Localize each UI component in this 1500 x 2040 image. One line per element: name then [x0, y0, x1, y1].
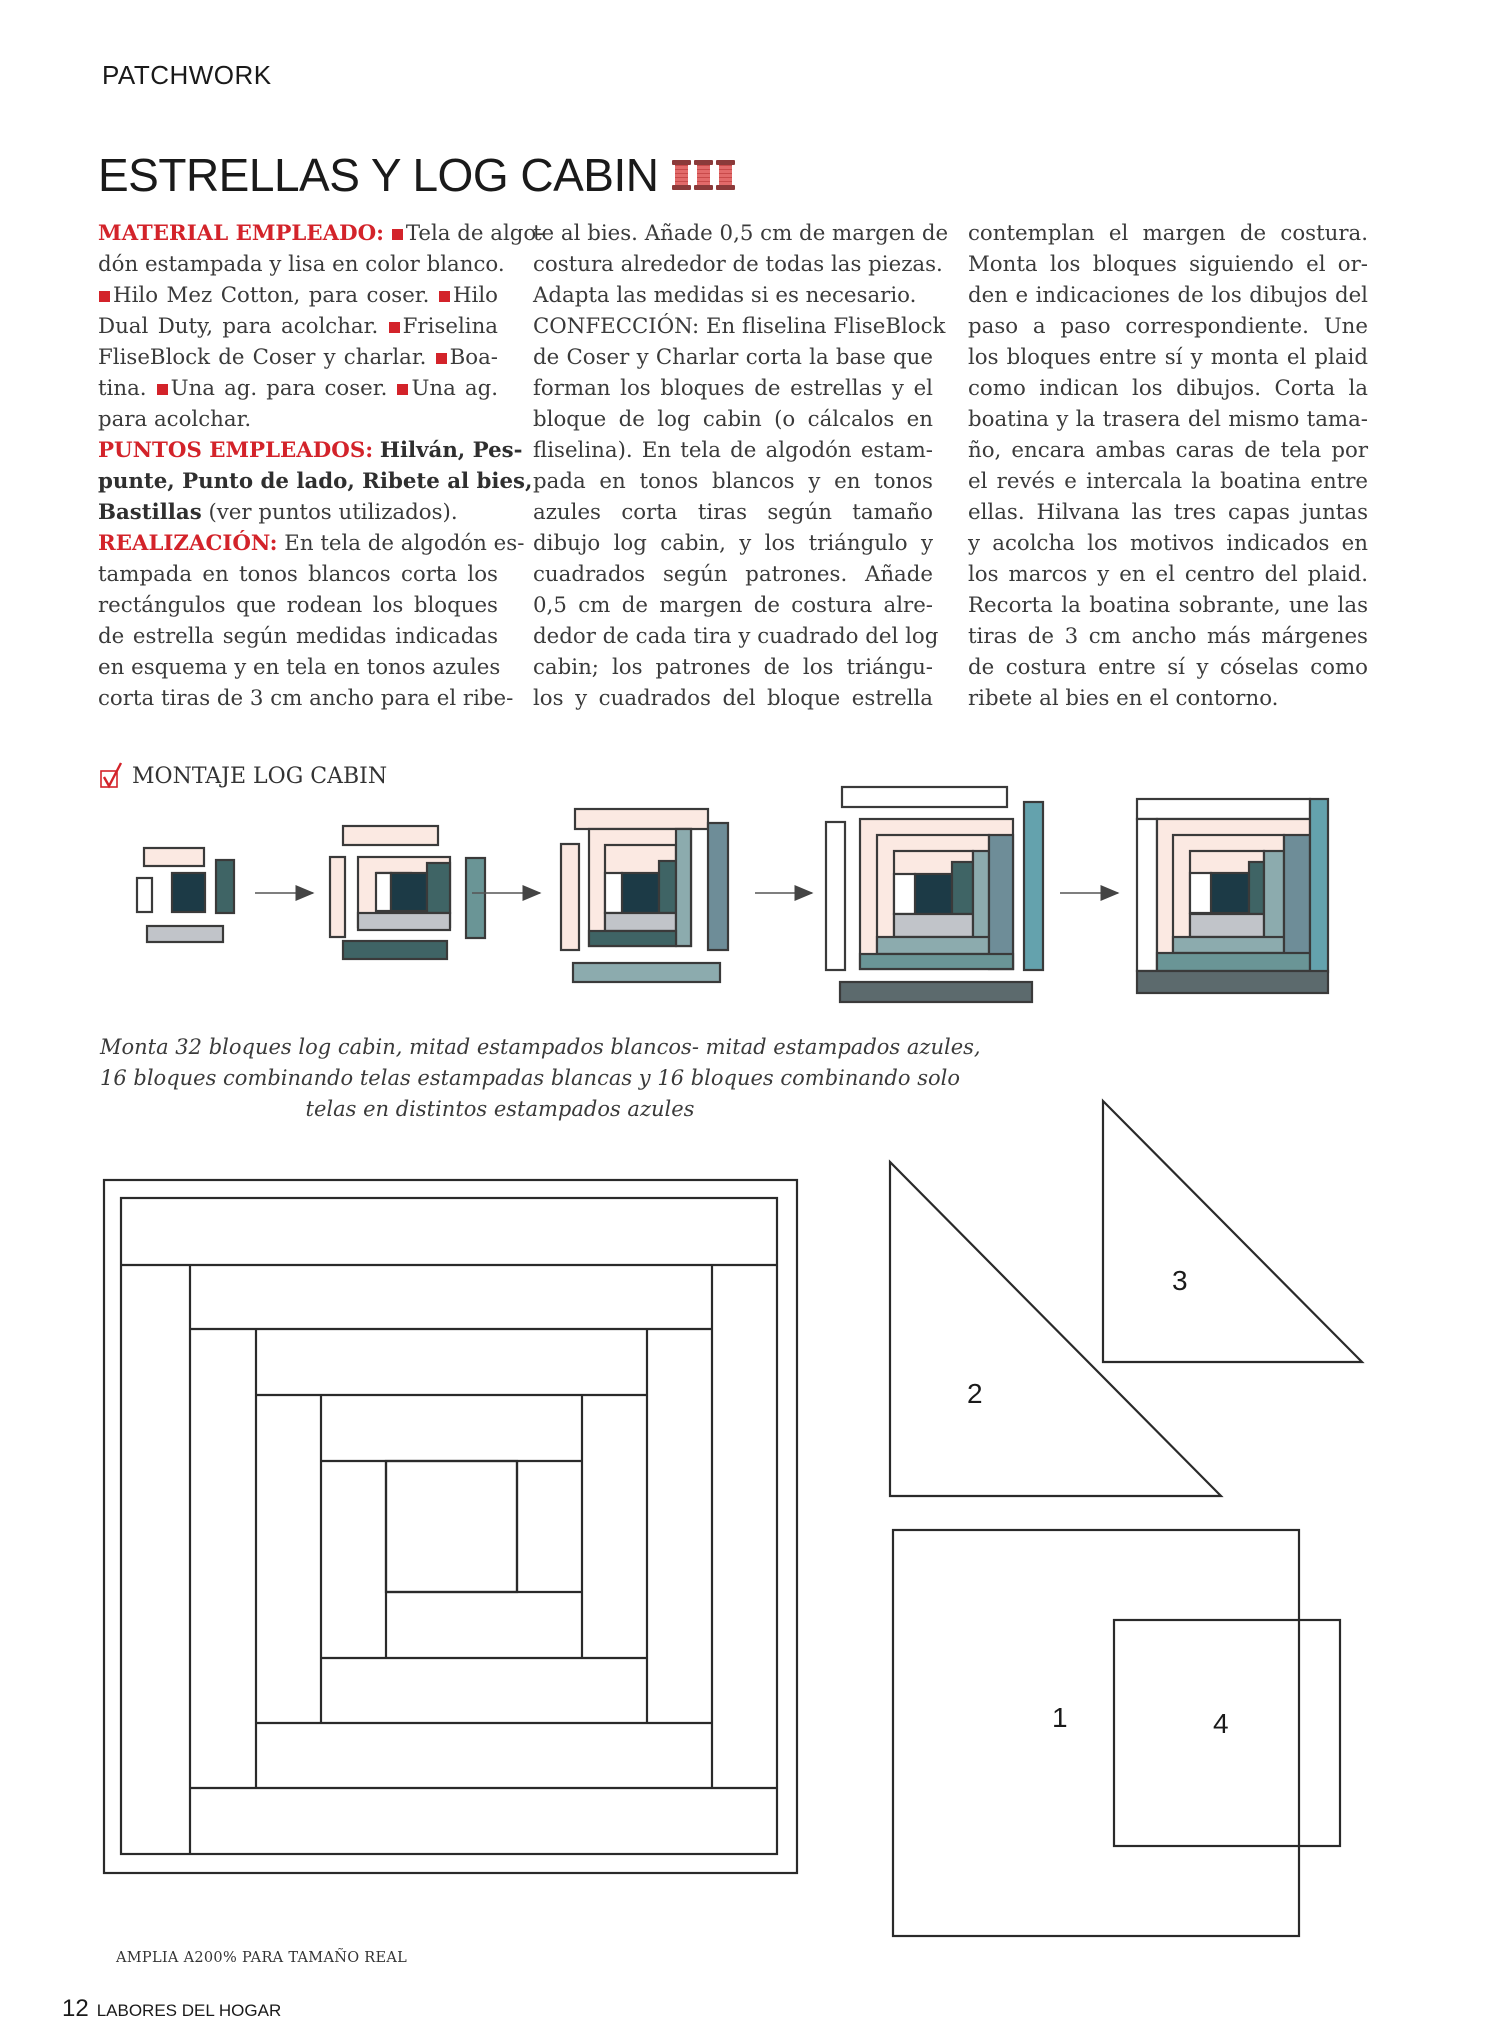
- body-text: te al bies. Añade 0,5 cm de margen de: [533, 221, 949, 246]
- body-text: CONFECCIÓN: En fliselina FliseBlock: [533, 314, 946, 339]
- body-text: el revés e intercala la boatina entre: [968, 469, 1368, 494]
- fabric-strip: [330, 857, 345, 937]
- fabric-strip: [427, 863, 450, 913]
- fabric-strip: [622, 873, 659, 913]
- article-title: ESTRELLAS Y LOG CABIN: [98, 149, 659, 201]
- body-text: dedor de cada tira y cuadrado del log: [533, 624, 939, 649]
- body-text: fliselina). En tela de algodón estam-: [533, 438, 933, 463]
- body-text: para acolchar.: [98, 407, 252, 432]
- caption-line: 16 bloques combinando telas estampadas blancas y 16 bloques combinando solo: [100, 1066, 960, 1090]
- pattern-number-2: 2: [967, 1378, 983, 1409]
- fabric-strip: [147, 926, 223, 942]
- assembly-step-5: [1137, 799, 1328, 993]
- body-text: corta tiras de 3 cm ancho para el ribe-: [98, 686, 514, 711]
- body-text: y acolcha los motivos indicados en: [968, 531, 1368, 556]
- body-text: ellas. Hilvana las tres capas juntas: [968, 500, 1368, 525]
- body-text: Hilván, Pes-: [379, 438, 523, 463]
- fabric-strip: [894, 914, 973, 937]
- body-text: los y cuadrados del bloque estrella: [533, 686, 933, 711]
- triangle-pattern-2: [890, 1162, 1221, 1496]
- montage-caption: [100, 1032, 981, 1125]
- body-text: tampada en tonos blancos corta los: [98, 562, 498, 587]
- body-text: ribete al bies en el contorno.: [968, 686, 1279, 711]
- body-text: Adapta las medidas si es necesario.: [533, 283, 917, 308]
- fabric-strip: [1024, 802, 1043, 970]
- log-cabin-pattern: [104, 1180, 797, 1873]
- thread-spool-icon: [672, 160, 735, 190]
- square-pattern-1: [893, 1530, 1299, 1936]
- body-text: de estrella según medidas indicadas: [98, 624, 498, 649]
- body-text: rectángulos que rodean los bloques: [98, 593, 498, 618]
- fabric-strip: [915, 874, 952, 914]
- assembly-step-3: [561, 809, 728, 982]
- body-text: (ver puntos utilizados).: [208, 500, 458, 525]
- body-text: Hilo Mez Cotton, para coser.: [113, 283, 430, 308]
- fabric-strip: [1310, 799, 1328, 972]
- fabric-strip: [989, 835, 1013, 969]
- fabric-strip: [561, 844, 579, 950]
- bullet-icon: [157, 384, 168, 395]
- page-number: 12: [62, 1995, 89, 2022]
- body-text: cabin; los patrones de los triángu-: [533, 655, 933, 680]
- body-text: Tela de algo-: [405, 221, 544, 246]
- bullet-icon: [99, 291, 110, 302]
- body-text: tiras de 3 cm ancho más márgenes: [968, 624, 1368, 649]
- body-text: forman los bloques de estrellas y el: [533, 376, 933, 401]
- fabric-strip: [573, 963, 720, 982]
- body-text: Dual Duty, para acolchar.: [98, 314, 379, 339]
- fabric-strip: [1173, 937, 1284, 953]
- puntos-label: PUNTOS EMPLEADOS:: [98, 438, 374, 463]
- body-text: Bastillas: [98, 500, 202, 525]
- fabric-strip: [659, 861, 676, 913]
- pattern-number-3: 3: [1172, 1265, 1188, 1296]
- body-text: de Coser y Charlar corta la base que: [533, 345, 933, 370]
- fabric-strip: [605, 873, 622, 913]
- montage-heading-text: MONTAJE LOG CABIN: [132, 763, 388, 789]
- text-column-2: [533, 218, 949, 714]
- fabric-strip: [343, 826, 438, 845]
- fabric-strip: [877, 937, 989, 954]
- bullet-icon: [436, 353, 447, 364]
- body-text: paso a paso correspondiente. Une: [968, 314, 1368, 339]
- fabric-strip: [860, 954, 1013, 969]
- article-title-row: [98, 148, 735, 202]
- fabric-strip: [1284, 835, 1310, 971]
- bullet-icon: [389, 322, 400, 333]
- fabric-strip: [466, 858, 485, 938]
- fabric-strip: [1137, 971, 1328, 993]
- bullet-icon: [392, 229, 403, 240]
- fabric-strip: [676, 829, 691, 946]
- assembly-step-1: [137, 848, 234, 942]
- assembly-step-2: [330, 826, 485, 959]
- fabric-strip: [894, 874, 915, 914]
- fabric-strip: [137, 878, 152, 912]
- body-text: dibujo log cabin, y los triángulo y: [533, 531, 933, 556]
- body-text: FliseBlock de Coser y charlar.: [98, 345, 427, 370]
- fabric-strip: [1249, 862, 1264, 914]
- body-text: Friselina: [402, 314, 498, 339]
- fabric-strip: [172, 873, 205, 912]
- fabric-strip: [708, 823, 728, 950]
- fabric-strip: [589, 931, 676, 946]
- realizacion-label: REALIZACIÓN:: [98, 531, 278, 556]
- body-text: 0,5 cm de margen de costura alre-: [533, 593, 933, 618]
- assembly-step-4: [826, 787, 1043, 1002]
- text-column-1: [98, 218, 544, 714]
- body-text: Boa-: [449, 345, 498, 370]
- fabric-strip: [216, 860, 234, 913]
- fabric-strip: [358, 913, 450, 930]
- body-text: Una ag.: [411, 376, 499, 401]
- body-text: Una ag. para coser.: [170, 376, 388, 401]
- caption-line: Monta 32 bloques log cabin, mitad estampados blancos- mitad estampados azules,: [100, 1035, 981, 1059]
- body-text: boatina y la trasera del mismo tama-: [968, 407, 1368, 432]
- fabric-strip: [144, 848, 204, 866]
- triangle-pattern-3: [1103, 1101, 1362, 1362]
- fabric-strip: [1137, 819, 1157, 971]
- body-text: dón estampada y lisa en color blanco.: [98, 252, 505, 277]
- pattern-number-4: 4: [1213, 1708, 1229, 1739]
- body-text: Recorta la boatina sobrante, une las: [968, 593, 1368, 618]
- fabric-strip: [842, 787, 1007, 807]
- body-text: como indican los dibujos. Corta la: [968, 376, 1368, 401]
- caption-line: telas en distintos estampados azules: [305, 1097, 695, 1121]
- fabric-strip: [826, 822, 845, 970]
- bullet-icon: [397, 384, 408, 395]
- body-text: los bloques entre sí y monta el plaid: [968, 345, 1368, 370]
- body-text: Hilo: [452, 283, 498, 308]
- body-text: pada en tonos blancos y en tonos: [533, 469, 933, 494]
- body-text: Monta los bloques siguiendo el or-: [968, 252, 1368, 277]
- material-label: MATERIAL EMPLEADO:: [98, 221, 385, 246]
- body-text: bloque de log cabin (o cálcalos en: [533, 407, 933, 432]
- fabric-strip: [1190, 914, 1264, 937]
- fabric-strip: [575, 809, 708, 829]
- body-text: de costura entre sí y cóselas como: [968, 655, 1368, 680]
- bullet-icon: [439, 291, 450, 302]
- section-label: PATCHWORK: [102, 60, 272, 90]
- fabric-strip: [840, 982, 1032, 1002]
- fabric-strip: [391, 873, 427, 911]
- body-text: ño, encara ambas caras de tela por: [968, 438, 1368, 463]
- page-footer: [62, 1995, 281, 2023]
- fabric-strip: [1190, 873, 1211, 913]
- body-text: punte, Punto de lado, Ribete al bies,: [98, 469, 533, 494]
- body-text: En tela de algodón es-: [284, 531, 525, 556]
- fabric-strip: [1157, 953, 1310, 971]
- body-text: contemplan el margen de costura.: [968, 221, 1368, 246]
- body-text: azules corta tiras según tamaño: [533, 500, 933, 525]
- body-text: en esquema y en tela en tonos azules: [98, 655, 501, 680]
- fabric-strip: [343, 941, 447, 959]
- body-text: los marcos y en el centro del plaid.: [968, 562, 1368, 587]
- fabric-strip: [1211, 873, 1249, 913]
- body-text: costura alrededor de todas las piezas.: [533, 252, 943, 277]
- body-text: tina.: [98, 376, 147, 401]
- magazine-name: LABORES DEL HOGAR: [96, 2001, 282, 2020]
- body-text: den e indicaciones de los dibujos del: [968, 283, 1368, 308]
- fabric-strip: [605, 913, 676, 931]
- fabric-strip: [376, 873, 391, 911]
- body-text: cuadrados según patrones. Añade: [533, 562, 933, 587]
- pattern-number-1: 1: [1052, 1702, 1068, 1733]
- text-column-3: [968, 218, 1368, 714]
- enlarge-note: AMPLIA A200% PARA TAMAÑO REAL: [116, 1950, 408, 1966]
- fabric-strip: [952, 862, 973, 914]
- fabric-strip: [1137, 799, 1310, 819]
- log-cabin-assembly-diagram: [0, 770, 1500, 1040]
